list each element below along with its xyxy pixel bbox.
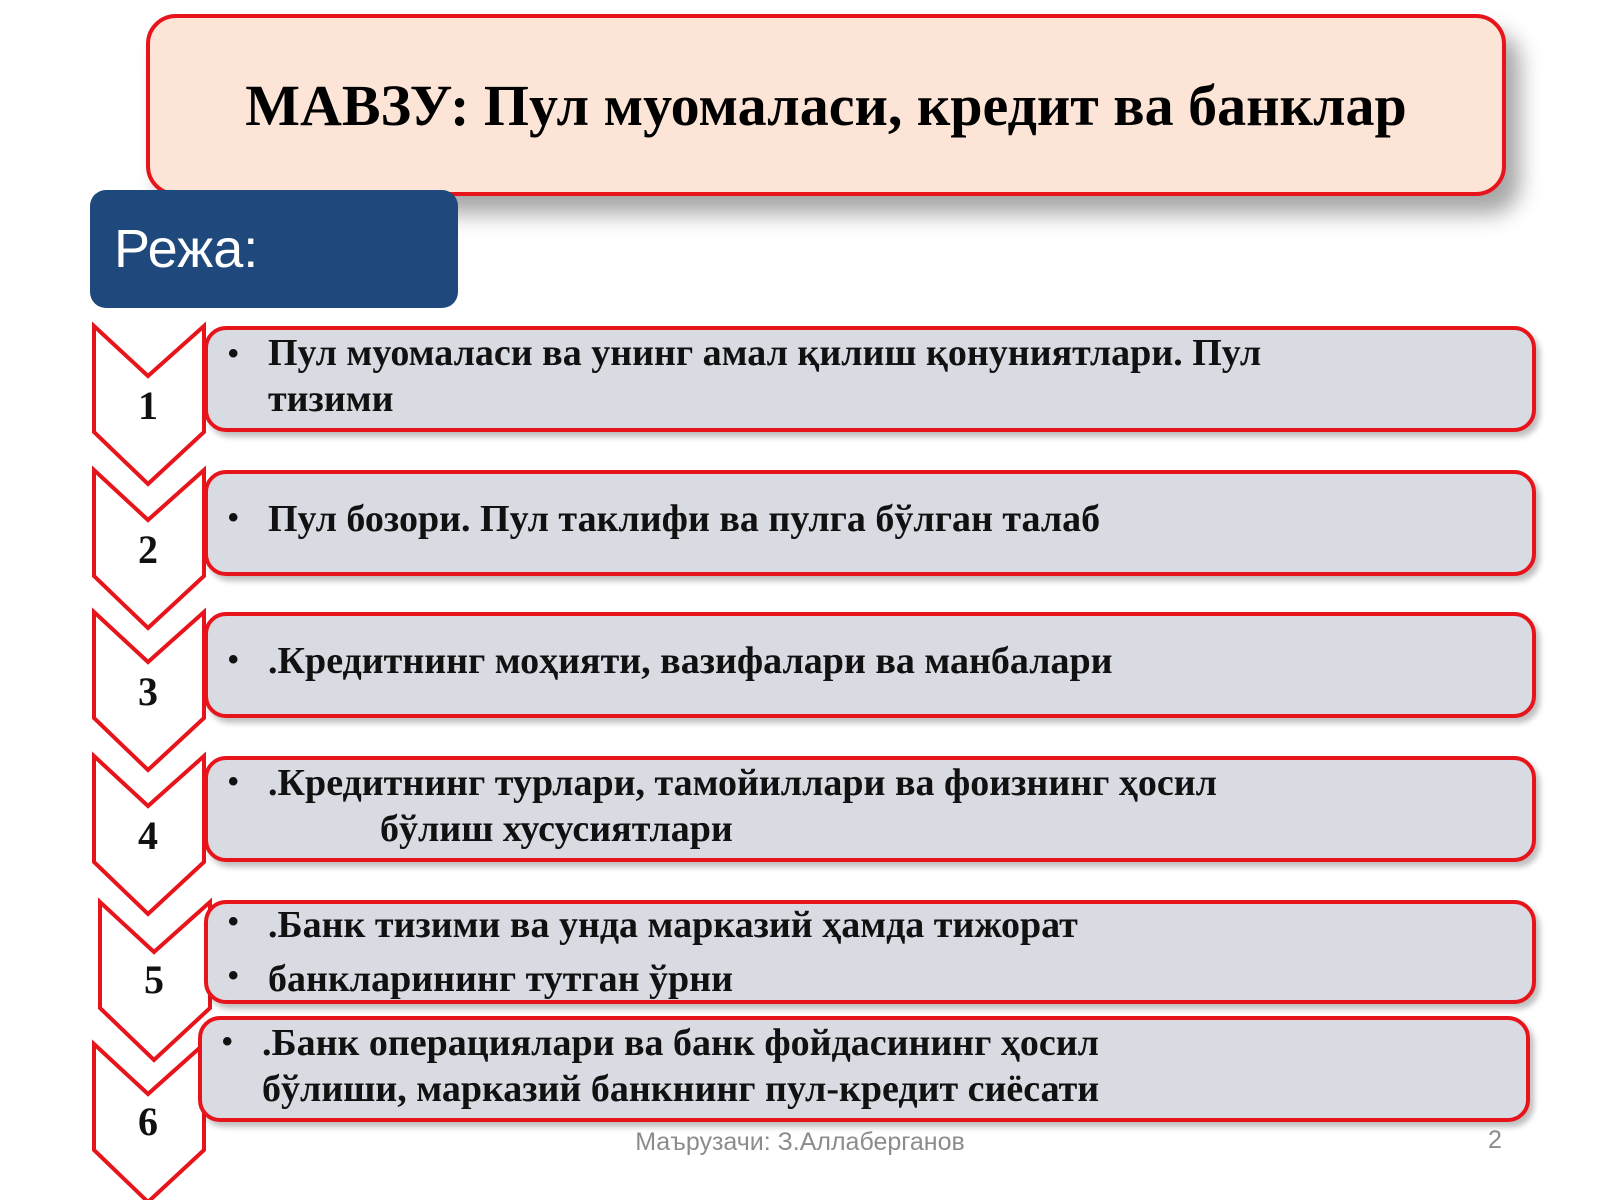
plan-item-2	[204, 470, 1536, 576]
page-number: 2	[1488, 1126, 1502, 1154]
plan-item-2-line-1: Пул бозори. Пул таклифи ва пулга бўлган талаб	[268, 498, 1101, 540]
plan-item-4-line-1: .Кредитнинг турлари, тамойиллари ва фоизнинг ҳосил	[268, 762, 1217, 804]
plan-item-1-line-1: Пул муомаласи ва унинг амал қилиш қонуниятлари. Пул	[268, 332, 1262, 374]
plan-item-4	[204, 756, 1536, 862]
plan-item-6	[198, 1016, 1530, 1122]
item-number-3: 3	[138, 669, 158, 714]
bullet-icon: •	[228, 501, 239, 534]
plan-item-5-line-1: .Банк тизими ва унда марказий ҳамда тижорат	[268, 904, 1078, 946]
footer-author: Маърузачи: З.Аллаберганов	[635, 1128, 965, 1156]
plan-item-5-line-2: банкларининг тутган ўрни	[268, 958, 733, 1000]
plan-label: Режа:	[114, 219, 259, 279]
plan-item-3-line-1: .Кредитнинг моҳияти, вазифалари ва манбалари	[268, 640, 1113, 682]
item-number-2: 2	[138, 527, 158, 572]
bullet-icon: •	[228, 643, 239, 676]
item-number-6: 6	[138, 1099, 158, 1144]
plan-item-1	[204, 326, 1536, 432]
bullet-icon: •	[228, 337, 239, 370]
plan-item-1-line-2: тизими	[268, 378, 394, 420]
item-number-4: 4	[138, 813, 158, 858]
plan-item-5	[204, 900, 1536, 1004]
plan-item-4-line-2: бўлиш хусусиятлари	[380, 808, 733, 850]
item-number-1: 1	[138, 383, 158, 428]
plan-item-3	[204, 612, 1536, 718]
item-number-5: 5	[144, 957, 164, 1002]
bullet-icon: •	[228, 905, 239, 938]
plan-item-6-line-1: .Банк операциялари ва банк фойдасининг ҳосил	[262, 1022, 1100, 1064]
bullet-icon: •	[228, 959, 239, 992]
bullet-icon: •	[228, 765, 239, 798]
bullet-icon: •	[222, 1025, 233, 1058]
slide-title: МАВЗУ: Пул муомаласи, кредит ва банклар	[245, 72, 1407, 138]
plan-item-6-line-2: бўлиши, марказий банкнинг пул-кредит сиёсати	[262, 1068, 1100, 1110]
